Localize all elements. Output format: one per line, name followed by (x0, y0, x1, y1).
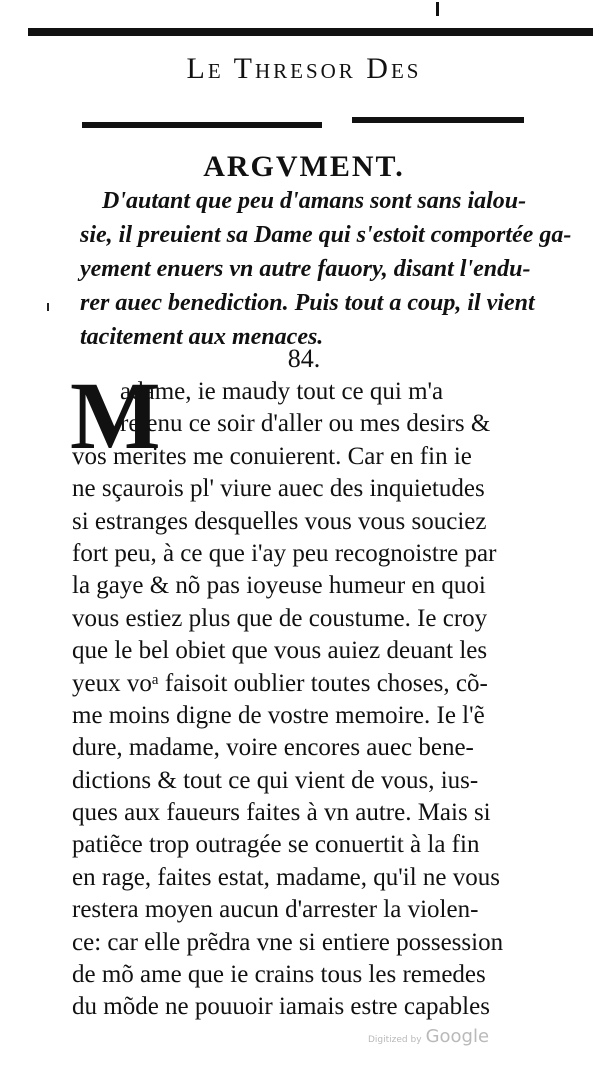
body-line: fort peu, à ce que i'ay peu recognoistre par (72, 539, 497, 567)
body-line: restera moyen aucun d'arrester la violen- (72, 896, 479, 924)
argument-line: rer auec benediction. Puis tout a coup, il vient (80, 290, 535, 316)
argument-text (80, 184, 570, 354)
body-line: adame, ie maudy tout ce qui m'a (120, 378, 444, 405)
body-line: dictions & tout ce qui vient de vous, ius- (72, 766, 479, 794)
argument-line: D'autant que peu d'amans sont sans ialou- (102, 188, 527, 214)
argument-line: tacitement aux menaces. (80, 324, 324, 350)
body-line: la gaye & nõ pas ioyeuse humeur en quoi (72, 572, 486, 600)
running-head: Le Thresor Des (186, 52, 422, 85)
body-line: patiẽce trop outragée se conuertit à la fin (72, 831, 480, 859)
body-line: du mõde ne pouuoir iamais estre capables (72, 993, 490, 1021)
body-line: vos merites me conuierent. Car en fin ie (72, 442, 472, 470)
watermark-brand: Google (425, 1026, 490, 1047)
body-line: ques aux faueurs faites à vn autre. Mais si (72, 799, 491, 827)
argument-line: yement enuers vn autre fauory, disant l'endu- (80, 256, 531, 282)
body-line: que le bel obiet que vous auiez deuant les (72, 637, 488, 665)
argument-line: sie, il preuient sa Dame qui s'estoit comportée ga- (80, 222, 572, 248)
argument-title: ARGVMENT. (203, 150, 405, 183)
body-line: en rage, faites estat, madame, qu'il ne vous (72, 863, 500, 891)
body-line: de mõ ame que ie crains tous les remedes (72, 961, 486, 989)
body-line: si estranges desquelles vous vous souciez (72, 507, 487, 535)
top-rule (28, 28, 593, 36)
letter-number: 84. (287, 344, 321, 373)
header-rule-left (82, 122, 322, 128)
body-line: retenu ce soir d'aller ou mes desirs & (120, 410, 491, 438)
letter-body (72, 376, 572, 1024)
header-rule-right (352, 117, 524, 123)
body-line: vous estiez plus que de coustume. Ie croy (72, 604, 488, 632)
top-edge-mark (436, 2, 439, 16)
digitization-watermark (368, 1026, 489, 1047)
watermark-prefix: Digitized by (368, 1035, 422, 1045)
drop-cap: M (70, 362, 161, 469)
body-line: ce: car elle prẽdra vne si entiere possession (72, 928, 504, 956)
body-line: yeux voᵃ faisoit oublier toutes choses, cõ- (72, 669, 488, 697)
ink-speck (47, 303, 49, 311)
body-line: me moins digne de vostre memoire. Ie l'ẽ (72, 701, 485, 729)
body-line: ne sçaurois pl' viure auec des inquietudes (72, 475, 485, 503)
body-line: dure, madame, voire encores auec bene- (72, 734, 474, 762)
